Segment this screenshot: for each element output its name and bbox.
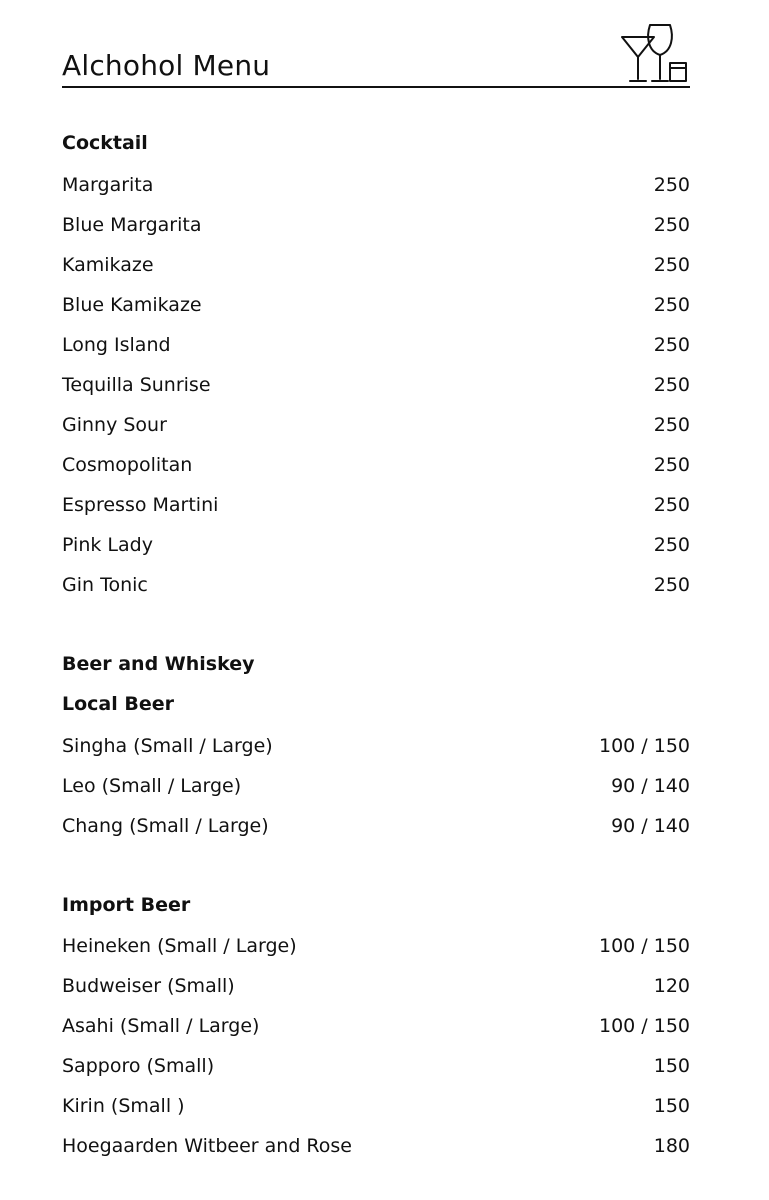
item-price: 150 bbox=[653, 1095, 690, 1117]
item-price: 250 bbox=[653, 494, 690, 516]
menu-item bbox=[62, 1011, 690, 1041]
menu-item bbox=[62, 530, 690, 560]
item-price: 250 bbox=[653, 534, 690, 556]
item-price: 90 / 140 bbox=[611, 775, 690, 797]
menu-item bbox=[62, 170, 690, 200]
menu-item bbox=[62, 410, 690, 440]
section-title-local-beer: Local Beer bbox=[62, 693, 174, 715]
menu-item bbox=[62, 250, 690, 280]
item-price: 100 / 150 bbox=[598, 935, 690, 957]
item-price: 150 bbox=[653, 1055, 690, 1077]
item-name: Kamikaze bbox=[62, 254, 154, 276]
item-price: 250 bbox=[653, 254, 690, 276]
menu-item bbox=[62, 570, 690, 600]
item-price: 120 bbox=[653, 975, 690, 997]
page-title: Alchohol Menu bbox=[62, 49, 271, 82]
section-title-import-beer: Import Beer bbox=[62, 894, 191, 916]
item-name: Gin Tonic bbox=[62, 574, 148, 596]
item-name: Sapporo (Small) bbox=[62, 1055, 215, 1077]
item-name: Margarita bbox=[62, 174, 154, 196]
item-price: 250 bbox=[653, 174, 690, 196]
item-price: 100 / 150 bbox=[598, 735, 690, 757]
menu-item bbox=[62, 370, 690, 400]
item-name: Asahi (Small / Large) bbox=[62, 1015, 260, 1037]
menu-item bbox=[62, 731, 690, 761]
menu-item bbox=[62, 931, 690, 961]
item-price: 90 / 140 bbox=[611, 815, 690, 837]
item-name: Ginny Sour bbox=[62, 414, 167, 436]
item-name: Leo (Small / Large) bbox=[62, 775, 242, 797]
menu-item bbox=[62, 811, 690, 841]
menu-item bbox=[62, 490, 690, 520]
item-name: Heineken (Small / Large) bbox=[62, 935, 297, 957]
item-price: 250 bbox=[653, 334, 690, 356]
item-name: Kirin (Small ) bbox=[62, 1095, 185, 1117]
item-price: 250 bbox=[653, 414, 690, 436]
menu-item bbox=[62, 1091, 690, 1121]
item-name: Tequilla Sunrise bbox=[62, 374, 211, 396]
item-price: 250 bbox=[653, 574, 690, 596]
menu-item bbox=[62, 210, 690, 240]
item-name: Cosmopolitan bbox=[62, 454, 193, 476]
item-price: 250 bbox=[653, 374, 690, 396]
menu-item bbox=[62, 1131, 690, 1161]
menu-item bbox=[62, 971, 690, 1001]
section-title-beer-and-whiskey: Beer and Whiskey bbox=[62, 653, 255, 675]
item-name: Chang (Small / Large) bbox=[62, 815, 269, 837]
item-name: Espresso Martini bbox=[62, 494, 219, 516]
item-name: Hoegaarden Witbeer and Rose bbox=[62, 1135, 352, 1157]
item-price: 250 bbox=[653, 294, 690, 316]
item-name: Pink Lady bbox=[62, 534, 153, 556]
menu-item bbox=[62, 330, 690, 360]
menu-header bbox=[62, 18, 690, 88]
item-price: 250 bbox=[653, 454, 690, 476]
item-price: 100 / 150 bbox=[598, 1015, 690, 1037]
item-name: Singha (Small / Large) bbox=[62, 735, 273, 757]
item-name: Blue Margarita bbox=[62, 214, 202, 236]
menu-item bbox=[62, 1051, 690, 1081]
menu-item bbox=[62, 450, 690, 480]
menu-item bbox=[62, 290, 690, 320]
section-title-cocktail: Cocktail bbox=[62, 132, 148, 154]
menu-item bbox=[62, 771, 690, 801]
item-name: Budweiser (Small) bbox=[62, 975, 235, 997]
item-name: Blue Kamikaze bbox=[62, 294, 202, 316]
cocktail-glasses-icon bbox=[620, 21, 690, 85]
item-price: 180 bbox=[653, 1135, 690, 1157]
item-price: 250 bbox=[653, 214, 690, 236]
item-name: Long Island bbox=[62, 334, 171, 356]
